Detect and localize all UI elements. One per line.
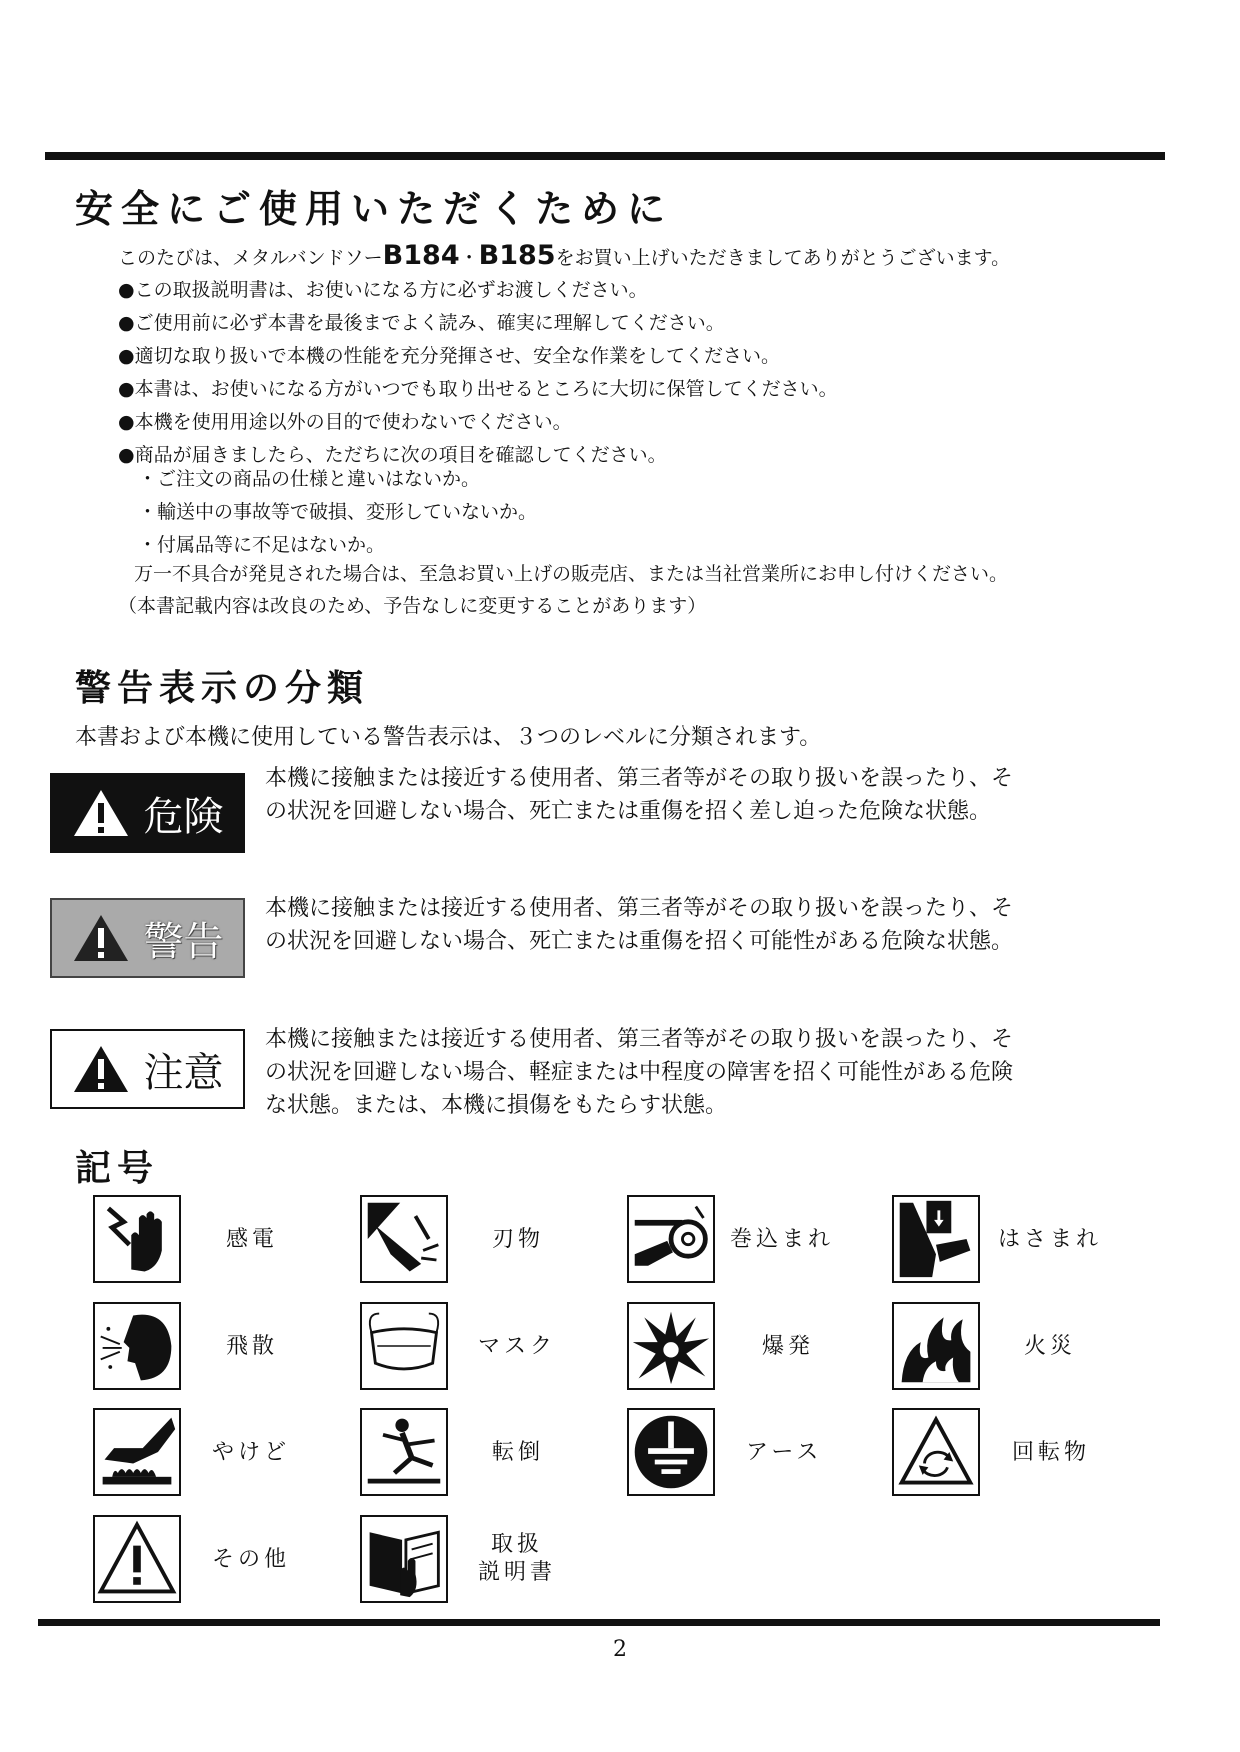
mask-icon: [360, 1302, 448, 1390]
list-item: ● 適切な取り扱いで本機の性能を充分発揮させ、安全な作業をしてください。: [118, 340, 838, 373]
blade-icon: [360, 1195, 448, 1283]
symbol-label-line1: 取扱: [491, 1532, 544, 1557]
symbol-label: やけど: [212, 1440, 291, 1465]
warning-description: 本機に接触または接近する使用者、第三者等がその取り扱いを誤ったり、その状況を回避しない場合、死亡または重傷を招く可能性がある危険な状態。: [265, 896, 1014, 954]
list-item: ・ 輸送中の事故等で破損、変形していないか。: [138, 496, 537, 529]
symbol-label: マスク: [478, 1334, 557, 1359]
explosion-icon: [627, 1302, 715, 1390]
burn-icon: [93, 1408, 181, 1496]
intro-suffix: をお買い上げいただきましてありがとうございます。: [555, 247, 1011, 269]
warning-triangle-icon: [72, 787, 130, 839]
symbol-label: 爆発: [762, 1334, 815, 1359]
fall-icon: [360, 1408, 448, 1496]
rotating-object-icon: [892, 1408, 980, 1496]
symbol-label: 回転物: [1012, 1440, 1091, 1465]
symbol-label: その他: [212, 1547, 291, 1572]
caution-label-text: 注意: [143, 1049, 224, 1096]
warning-label-text: 警告: [143, 918, 224, 965]
list-item: ● 商品が届きましたら、ただちに次の項目を確認してください。: [118, 439, 838, 472]
symbol-label: アース: [746, 1440, 823, 1465]
general-warning-icon: [93, 1515, 181, 1603]
warning-section-lead: 本書および本機に使用している警告表示は、３つのレベルに分類されます。: [75, 725, 822, 750]
model-b184: B184: [382, 240, 460, 271]
pinch-icon: [892, 1195, 980, 1283]
danger-label-text: 危険: [143, 793, 224, 840]
intro-line: [118, 240, 1010, 271]
warning-label: [50, 898, 245, 978]
symbol-label: 転倒: [492, 1440, 545, 1465]
flying-debris-icon: [93, 1302, 181, 1390]
symbol-label-line2: 説明書: [478, 1560, 557, 1585]
caution-label: [50, 1029, 245, 1109]
danger-description: 本機に接触または接近する使用者、第三者等がその取り扱いを誤ったり、その状況を回避しない場合、死亡または重傷を招く差し迫った危険な状態。: [265, 766, 1014, 824]
symbol-label: 感電: [226, 1227, 279, 1252]
model-separator: ・: [459, 247, 479, 269]
electric-shock-icon: [93, 1195, 181, 1283]
page-number: 2: [613, 1637, 627, 1662]
list-item: ・ 付属品等に不足はないか。: [138, 529, 537, 562]
list-item: ● ご使用前に必ず本書を最後までよく読み、確実に理解してください。: [118, 307, 838, 340]
symbol-label: 火災: [1024, 1334, 1077, 1359]
symbol-label: 刃物: [492, 1227, 545, 1252]
symbol-label: 巻込まれ: [730, 1227, 835, 1252]
model-b185: B185: [478, 240, 556, 271]
warning-triangle-icon: [72, 1043, 130, 1095]
earth-ground-icon: [627, 1408, 715, 1496]
intro-prefix: このたびは、メタルバンドソー: [118, 247, 383, 269]
symbols-section-heading: 記号: [75, 1148, 160, 1189]
fire-icon: [892, 1302, 980, 1390]
top-rule: [45, 152, 1165, 160]
check-items: [138, 463, 537, 562]
symbol-label: 飛散: [226, 1334, 279, 1359]
warning-triangle-icon: [72, 912, 130, 964]
manual-icon: [360, 1515, 448, 1603]
danger-label: [50, 773, 245, 853]
safety-bullets: [118, 274, 838, 472]
notice-text: 万一不具合が発見された場合は、至急お買い上げの販売店、または当社営業所にお申し付けください。: [134, 563, 1009, 585]
bottom-rule: [38, 1619, 1160, 1626]
list-item: ● 本書は、お使いになる方がいつでも取り出せるところに大切に保管してください。: [118, 373, 838, 406]
entanglement-icon: [627, 1195, 715, 1283]
list-item: ・ ご注文の商品の仕様と違いはないか。: [138, 463, 537, 496]
caution-description: 本機に接触または接近する使用者、第三者等がその取り扱いを誤ったり、その状況を回避しない場合、軽症または中程度の障害を招く可能性がある危険な状態。または、本機に損傷をもたらす状態。: [265, 1027, 1014, 1118]
warning-section-heading: 警告表示の分類: [75, 668, 370, 709]
page-title: 安全にご使用いただくために: [75, 187, 674, 231]
list-item: ● この取扱説明書は、お使いになる方に必ずお渡しください。: [118, 274, 838, 307]
symbol-label-multiline: [478, 1531, 556, 1587]
symbol-label: はさまれ: [998, 1227, 1103, 1252]
list-item: ● 本機を使用用途以外の目的で使わないでください。: [118, 406, 838, 439]
revision-note: （本書記載内容は改良のため、予告なしに変更することがあります）: [118, 595, 707, 617]
